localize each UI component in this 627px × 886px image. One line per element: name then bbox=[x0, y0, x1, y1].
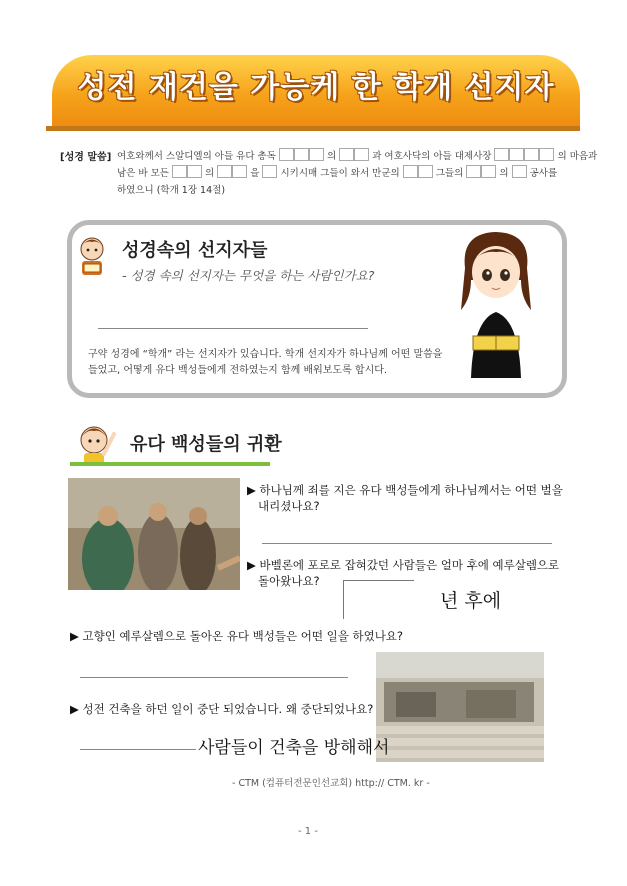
title-banner-rule bbox=[46, 126, 580, 131]
blank-box bbox=[539, 148, 554, 161]
section1-para-1: 구약 성경에 “학개” 라는 선지자가 있습니다. 학개 선지자가 하나님께 어떤 말씀을 bbox=[88, 349, 443, 360]
question-2-line-1: ▶ 바벨론에 포로로 잡혀갔던 사람들은 얼마 후에 예루살렘으로 bbox=[247, 558, 560, 572]
blank-box bbox=[232, 165, 247, 178]
blank-box bbox=[217, 165, 232, 178]
blank-box bbox=[262, 165, 277, 178]
verse-text: 여호와께서 스알디엘의 아들 유다 총독 bbox=[117, 151, 276, 162]
page-title: 성전 재건을 가능케 한 학개 선지자 bbox=[77, 70, 555, 105]
blank-box bbox=[339, 148, 354, 161]
blank-box bbox=[509, 148, 524, 161]
verse-text: 마음과 bbox=[569, 151, 598, 162]
answer-line bbox=[80, 677, 348, 678]
section1-para-2: 들었고, 어떻게 유다 백성들에게 전하였는지 함께 배워보도록 합시다. bbox=[88, 365, 388, 376]
blank-box bbox=[172, 165, 187, 178]
question-1-line-1: ▶ 하나님께 죄를 지은 유다 백성들에게 하나님께서는 어떤 벌을 bbox=[247, 483, 563, 497]
verse-text: 시키시매 그들이 와서 만군의 bbox=[280, 168, 400, 179]
verse-line-2 bbox=[117, 165, 557, 179]
blank-box bbox=[494, 148, 509, 161]
section2-rule bbox=[70, 462, 270, 466]
question-2-line-2: 돌아왔나요? bbox=[258, 574, 320, 588]
verse-text: 그들의 bbox=[435, 168, 464, 179]
section2-heading: 유다 백성들의 귀환 bbox=[130, 434, 282, 455]
answer-box bbox=[343, 580, 414, 619]
blank-box bbox=[309, 148, 324, 161]
answer-line bbox=[262, 543, 552, 544]
boy-pointing-icon bbox=[70, 420, 120, 466]
blank-box bbox=[481, 165, 496, 178]
verse-text: 의 bbox=[557, 151, 567, 162]
section1-subheading: - 성경 속의 선지자는 무엇을 하는 사람인가요? bbox=[122, 268, 375, 283]
question-1-line-2: 내리셨나요? bbox=[258, 499, 320, 513]
verse-text: 의 bbox=[205, 168, 215, 179]
question-2-answer: 년 후에 bbox=[440, 590, 502, 612]
verse-label: [성경 말씀] bbox=[60, 152, 112, 163]
blank-box bbox=[187, 165, 202, 178]
verse-text: 의 bbox=[326, 151, 337, 162]
verse-text: 의 bbox=[499, 168, 509, 179]
page-number: - 1 - bbox=[298, 826, 318, 837]
blank-box bbox=[524, 148, 539, 161]
blank-box bbox=[294, 148, 309, 161]
verse-text: 을 bbox=[250, 168, 260, 179]
blank-box bbox=[466, 165, 481, 178]
blank-box bbox=[418, 165, 433, 178]
temple-ruins-photo bbox=[376, 652, 544, 762]
blank-box bbox=[512, 165, 527, 178]
answer-line bbox=[80, 749, 196, 750]
verse-line-1 bbox=[117, 148, 597, 162]
blank-box bbox=[403, 165, 418, 178]
verse-text: 공사를 bbox=[529, 168, 558, 179]
answer-line bbox=[98, 328, 368, 329]
blank-box bbox=[354, 148, 369, 161]
verse-text: 과 여호사닥의 아들 대제사장 bbox=[372, 151, 492, 162]
blank-box bbox=[279, 148, 294, 161]
section1-heading: 성경속의 선지자들 bbox=[122, 240, 268, 261]
question-4: ▶ 성전 건축을 하던 일이 중단 되었습니다. 왜 중단되었나요? bbox=[70, 702, 374, 716]
verse-line-3: 하였으니 (학개 1장 14절) bbox=[117, 185, 226, 196]
boy-reading-icon bbox=[74, 234, 110, 278]
returnees-photo bbox=[68, 478, 240, 590]
footer: - CTM (컴퓨터전문인선교회) http:// CTM. kr - bbox=[232, 778, 430, 789]
girl-reading-illustration bbox=[455, 228, 537, 378]
question-4-answer: 사람들이 건축을 방해해서 bbox=[198, 738, 390, 758]
verse-text: 남은 바 모든 bbox=[117, 168, 169, 179]
question-3: ▶ 고향인 예루살렘으로 돌아온 유다 백성들은 어떤 일을 하였나요? bbox=[70, 629, 404, 643]
